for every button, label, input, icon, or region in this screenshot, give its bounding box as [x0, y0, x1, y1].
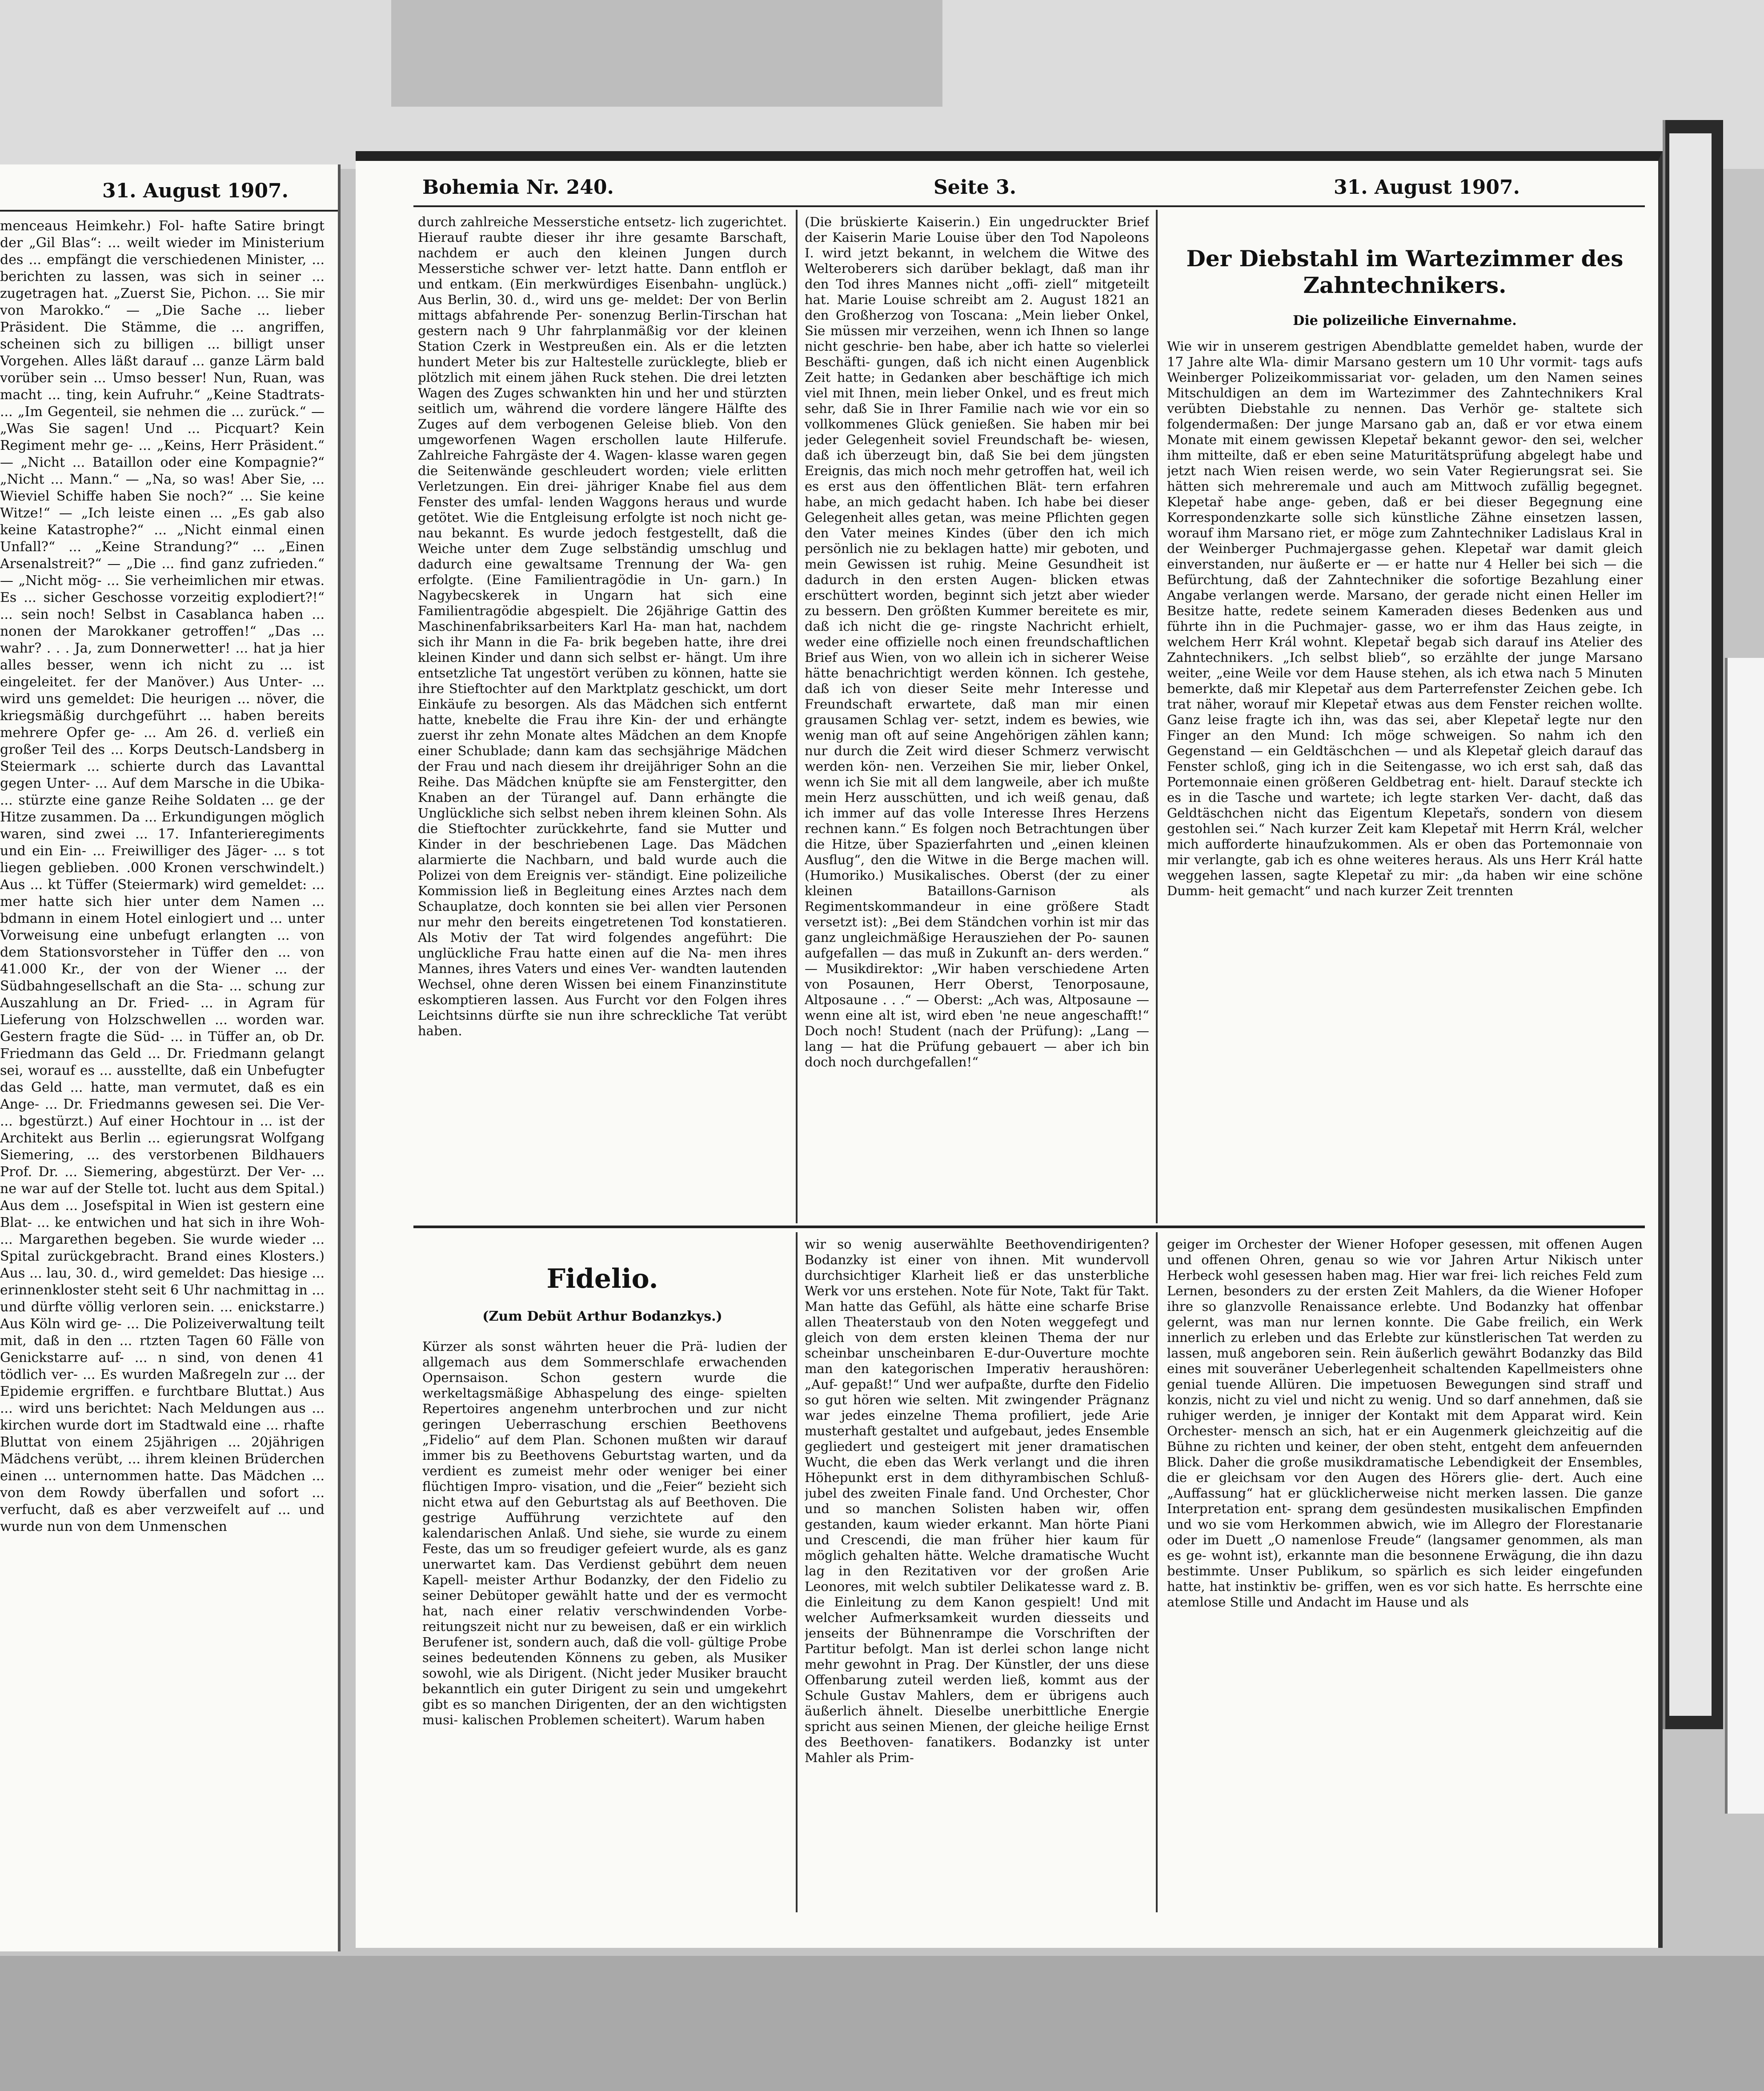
column-1-news: durch zahlreiche Messerstiche entsetz- lich zugerichtet. Hierauf raubte dieser ihr ihre gesamte Barschaft, nachdem er auch den kleinen Jungen durch Messerstiche schwer ver- letzt hatte. Dann entfloh er und entkam. (Ein merkwürdiges Eisenbahn- unglück.) Aus Berlin, 30. d., wird uns ge- meldet: Der von Berlin mittags abfahrende Per- sonenzug Berlin-Tirschan hat gestern nach 9 Uhr fahrplanmäßig vor der kleinen Station Czerk in Westpreußen ein. Als er die letzten hundert Meter bis zur Haltestelle zurücklegte, blieb er plötzlich mit einem jähen Ruck stehen. Die drei letzten Wagen des Zuges schwankten hin und her und stürzten seitlich um, während die vordere längere Hälfte des Zuges auf dem verbogenen Geleise blieb. Von den umgeworfenen Wagen erschollen laute Hilferufe. Zahlreiche Fahrgäste der 4. Wagen- klasse waren gegen die Seitenwände geschleudert worden; viele erlitten Verletzungen. Ein drei- jähriger Knabe fiel aus dem Fenster des umfal- lenden Waggons heraus und wurde getötet. Wie die Entgleisung erfolgte ist noch nicht ge- nau bekannt. Es wurde jedoch festgestellt, daß die Weiche unter dem Zuge selbständig umschlug und dadurch eine gewaltsame Trennung der Wa- gen erfolgte. (Eine Familientragödie in Un- garn.) In Nagybecskerek in Ungarn hat sich eine Familientragödie abgespielt. Die 26jährige Gattin des Maschinenfabriksarbeiters Karl Ha- man hat, nachdem sich ihr Mann in die Fa- brik begeben hatte, ihre drei kleinen Kinder und dann sich selbst er- hängt. Um ihre entsetzliche Tat ungestört verüben zu können, hatte sie ihre Stieftochter auf den Marktplatz geschickt, um dort Einkäufe zu besorgen. Als das Mädchen sich entfernt hatte, knebelte die Frau ihre Kin- der und erhängte zuerst ihr zehn Monate altes Mädchen an dem Knopfe einer Schublade; dann kam das sechsjährige Mädchen der Frau und nach diesem ihr dreijähriger Sohn an die Reihe. Das Mädchen knüpfte sie am Fenstergitter, den Knaben an der Türangel auf. Dann erhängte die Unglückliche sich selbst neben ihrem kleinen Sohn. Als die Stieftochter zurückkehrte, fand sie Mutter und Kinder in der beschriebenen Lage. Das Mädchen alarmierte die Nachbarn, und bald wurde auch die Polizei von dem Ereignis ver- ständigt. Eine polizeiliche Kommission ließ in Begleitung eines Arztes nach dem Schauplatze, doch konnten sie bei allen vier Personen nur mehr den bereits eingetretenen Tod konstatieren. Als Motiv der Tat wird folgendes angeführt: Die unglückliche Frau hatte einen auf die Na- men ihres Mannes, ihres Vaters und eines Ver- wandten lautenden Wechsel, ohne deren Wissen bei einem Finanzinstitute eskomptieren lassen. Aus Furcht vor den Folgen ihres Leichtsinns dürfte sie nun ihre schreckliche Tat verübt haben. [418, 214, 787, 1038]
article-title-theft: Der Diebstahl im Wartezimmer des Zahntechnikers. [1186, 245, 1624, 298]
fidelio-separator [413, 1226, 1645, 1228]
fidelio-column-2: wir so wenig auserwählte Beethovendirigenten? Bodanzky ist einer von ihnen. Mit wundervoll durchsichtiger Klarheit ließ er das unsterbliche Werk vor uns erstehen. Note für Note, Takt für Takt. Man hatte das Gefühl, als hätte eine scharfe Brise allen Theaterstaub von den Noten weggefegt und gleich von dem ersten kleinen Thema der nur scheinbar unscheinbaren E-dur-Ouverture mochte man den kategorischen Imperativ heraushören: „Auf- gepaßt!“ Und wer aufpaßte, durfte den Fidelio so gut hören wie selten. Mit zwingender Prägnanz war jedes einzelne Thema profiliert, jede Arie musterhaft gestaltet und aufgebaut, jedes Ensemble gegliedert und gesteigert mit jener dramatischen Wucht, die eben das Werk verlangt und die ihren Höhepunkt erst in dem dithyrambischen Schluß- jubel des zweiten Finale fand. Und Orchester, Chor und so manchen Solisten haben wir, offen gestanden, kaum wieder erkannt. Man hörte Piani und Crescendi, die man früher hier kaum für möglich gehalten hätte. Welche dramatische Wucht lag in den Rezitativen vor der großen Arie Leonores, mit welch subtiler Delikatesse ward z. B. die Einleitung zu dem Kanon gespielt! Und mit welcher Aufmerksamkeit wurden diesseits und jenseits der Bühnenrampe die Vorschriften der Partitur befolgt. Man ist derlei schon lange nicht mehr gewohnt in Prag. Der Künstler, der uns diese Offenbarung zuteil werden ließ, kommt aus der Schule Gustav Mahlers, dem er übrigens auch äußerlich ähnelt. Dieselbe unerbittliche Energie spricht aus seinen Mienen, der gleiche heilige Ernst des Beethoven- fanatikers. Bodanzky ist unter Mahler als Prim- [805, 1237, 1149, 1765]
fidelio-subtitle: (Zum Debüt Arthur Bodanzkys.) [482, 1309, 722, 1324]
left-page-column: menceaus Heimkehr.) Fol- hafte Satire bringt der „Gil Blas“: ... weilt wieder im Ministerium des ... empfängt die verschiedenen Minister, ... berichten zu lassen, was sich in seiner ... zugetragen hat. „Zuerst Sie, Pichon. ... Sie mir von Marokko.“ — „Die Sache ... lieber Präsident. Die Stämme, die ... angriffen, scheinen sich zu billigen ... billigt unser Vorgehen. Alles läßt darauf ... ganze Lärm bald vorüber sein ... Umso besser! Nun, Ruan, was macht ... ting, kein Aufruhr.“ „Keine Stadtrats- ... „Im Gegenteil, sie nehmen die ... zurück.“ — „Was Sie sagen! Und ... Picquart? Kein Regiment mehr ge- ... „Keins, Herr Präsident.“ — „Nicht ... Bataillon oder eine Kompagnie?“ „Nicht ... Mann.“ — „Na, so was! Aber Sie, ... Wieviel Schiffe haben Sie noch?“ ... Sie keine Witze!“ — „Ich leiste einen ... „Es gab also keine Katastrophe?“ ... „Nicht einmal einen Unfall?“ ... „Keine Strandung?“ ... „Einen Arsenalstreit?“ — „Die ... find ganz zufrieden.“ — „Nicht mög- ... Sie verheimlichen mir etwas. Es ... sicher Geschosse vorzeitig explodiert?!“ ... sein noch! Selbst in Casablanca haben ... nonen der Marokkaner getroffen!“ „Das ... wahr? . . . Ja, zum Donnerwetter! ... hat ja hier alles besser, wenn ich nicht zu ... ist eingeleitet. fer der Manöver.) Aus Unter- ... wird uns gemeldet: Die heurigen ... növer, die kriegsmäßig durchgeführt ... haben bereits mehrere Opfer ge- ... Am 26. d. verließ ein großer Teil des ... Korps Deutsch-Landsberg in Steiermark ... schierte durch das Lavanttal gegen Unter- ... Auf dem Marsche in die Ubika- ... stürzte eine ganze Reihe Soldaten ... ge der Hitze zusammen. Da ... Erkundigungen möglich waren, sind zwei ... 17. Infanterieregiments und ein Ein- ... Freiwilliger des Jäger- ... s tot liegen geblieben. .000 Kronen verschwindelt.) Aus ... kt Tüffer (Steiermark) wird gemeldet: ... mer hatte sich hier unter dem Namen ... bdmann in einem Hotel einlogiert und ... unter Vorweisung eine unbefugt erlangten ... von dem Stationsvorsteher in Tüffer den ... von 41.000 Kr., der von der Wiener ... der Südbahngesellschaft an die Sta- ... schung zur Auszahlung an Dr. Fried- ... in Agram für Lieferung von Holzschwellen ... worden war. Gestern fragte die Süd- ... in Tüffer an, ob Dr. Friedmann das Geld ... Dr. Friedmann gelangt sei, worauf es ... ausstellte, daß ein Unbefugter das Geld ... hatte, man vermutet, daß es ein Ange- ... Dr. Friedmanns gewesen sei. Die Ver- ... bgestürzt.) Auf einer Hochtour in ... ist der Architekt aus Berlin ... egierungsrat Wolfgang Siemering, ... des verstorbenen Bildhauers Prof. Dr. ... Siemering, abgestürzt. Der Ver- ... ne war auf der Stelle tot. lucht aus dem Spital.) Aus dem ... Josefspital in Wien ist gestern eine Blat- ... ke entwichen und hat sich in ihre Woh- ... Margarethen begeben. Sie wurde wieder ... Spital zurückgebracht. Brand eines Klosters.) Aus ... lau, 30. d., wird gemeldet: Das hiesige ... erinnenkloster steht seit 6 Uhr nachmittag in ... und dürfte völlig verloren sein. ... enickstarre.) Aus Köln wird ge- ... Die Polizeiverwaltung teilt mit, daß in den ... rtzten Tagen 60 Fälle von Genickstarre auf- ... n sind, von denen 41 tödlich ver- ... Es wurden Maßregeln zur ... der Epidemie ergriffen. e furchtbare Bluttat.) Aus ... wird uns berichtet: Nach Meldungen aus ... kirchen wurde dort im Stadtwald eine ... rhafte Bluttat von einem 25jährigen ... 20jährigen Mädchens verübt, ... ihrem kleinen Brüderchen einen ... unternommen hatte. Das Mädchen ... von dem Rowdy überfallen und sofort ... verfucht, daß es aber verzweifelt auf ... und wurde nun von dem Unmenschen [0, 218, 325, 1534]
fidelio-column-3: geiger im Orchester der Wiener Hofoper gesessen, mit offenen Augen und offenen Ohren, genau so wie vor Jahren Artur Nikisch unter Herbeck wohl gesessen haben mag. Hier war frei- lich reiches Feld zum Lernen, besonders zu der ersten Zeit Mahlers, da die Wiener Hofoper ihre so glanzvolle Renaissance erlebte. Und Bodanzky hat offenbar gelernt, was man nur lernen konnte. Die Gabe freilich, ein Werk innerlich zu erleben und das Erlebte zur künstlerischen Tat werden zu lassen, muß angeboren sein. Rein äußerlich gewährt Bodanzky das Bild eines mit souveräner Ueberlegenheit schaltenden Kapellmeisters ohne genial tuende Allüren. Die impetuosen Bewegungen sind straff und konzis, nicht zu viel und nicht zu wenig. Und so darf annehmen, daß sie ruhiger werden, je inniger der Kontakt mit dem Apparat wird. Kein Orchester- mensch an sich, hat er ein Augenmerk gleichzeitig auf die Bühne zu richten und keiner, der oben steht, entgeht dem anfeuernden Blick. Daher die große musikdramatische Lebendigkeit der Ensembles, die er gleichsam vor den Augen des Hörers glie- dert. Auch eine „Auffassung“ hat er glücklicherweise nicht merken lassen. Die ganze Interpretation ent- sprang dem gesündesten musikalischen Empfinden und wo sie vom Herkommen abwich, wie im Allegro der Florestanarie oder im Duett „O namenlose Freude“ (langsamer genommen, als man es ge- wohnt ist), erkannte man die besonnene Erwägung, die ihn dazu bestimmte. Unser Publikum, so spärlich es sich leider eingefunden hatte, hat instinktiv be- griffen, wen es vor sich hatte. Es herrschte eine atemlose Stille und Andacht im Hause und als [1167, 1237, 1643, 1610]
page-date: 31. August 1907. [1334, 176, 1520, 199]
adjacent-sheet [1725, 658, 1764, 1814]
column-2-news: (Die brüskierte Kaiserin.) Ein ungedruckter Brief der Kaiserin Marie Louise über den Tod Napoleons I. wird jetzt bekannt, in welchem die Witwe des Welteroberers sich darüber beklagt, daß man ihr den Tod ihres Mannes nicht „offi- ziell“ mitgeteilt hat. Marie Louise schreibt am 2. August 1821 an den Großherzog von Toscana: „Mein lieber Onkel, Sie müssen mir verzeihen, wenn ich Ihnen so lange nicht geschrie- ben habe, aber ich hatte so vielerlei Beschäfti- gungen, daß ich nicht einen Augenblick Zeit hatte; in Gedanken aber beschäftige ich mich viel mit Ihnen, mein lieber Onkel, und es freut mich sehr, daß Sie in Ihrer Familie nach wie vor ein so vollkommenes Glück genießen. Sie haben mir bei jeder Gelegenheit soviel Freundschaft be- wiesen, daß ich überzeugt bin, daß Sie bei dem jüngsten Ereignis, das mich noch mehr getroffen hat, weil ich es erst aus den öffentlichen Blät- tern erfahren habe, an mich gedacht haben. Ich habe bei dieser Gelegenheit alles getan, was meine Pflichten gegen den Vater meines Kindes (über den ich mich persönlich nie zu beklagen hatte) mir geboten, und mein Gewissen ist ruhig. Meine Gesundheit ist dadurch in den ersten Augen- blicken etwas erschüttert worden, beginnt sich jetzt aber wieder zu bessern. Den größten Kummer bereitete es mir, daß ich nicht die ge- ringste Nachricht erhielt, weder eine offizielle noch einen freundschaftlichen Brief aus Wien, von wo allein ich in sicherer Weise hätte benachrichtigt werden können. Ich gestehe, daß ich von dieser Seite mehr Interesse und Freundschaft erwartete, daß man mir einen grausamen Schlag ver- setzt, indem es bewies, wie wenig man oft auf seine Angehörigen zählen kann; nur durch die Zeit wird dieser Schmerz verwischt werden kön- nen. Verzeihen Sie mir, lieber Onkel, wenn ich Sie mit all dem langweile, aber ich mußte mein Herz ausschütten, und ich weiß genau, daß ich immer auf das volle Interesse Ihres Herzens rechnen kann.“ Es folgen noch Betrachtungen über die Hitze, über Spazierfahrten und „einen kleinen Ausflug“, den die Witwe in die Berge machen will. (Humoriko.) Musikalisches. Oberst (der zu einer kleinen Bataillons-Garnison als Regimentskommandeur in eine größere Stadt versetzt ist): „Bei dem Ständchen vorhin ist mir das ganz ungleichmäßige Herausziehen der Po- saunen aufgefallen — das muß in Zukunft an- ders werden.“ — Musikdirektor: „Wir haben verschiedene Arten von Posaunen, Herr Oberst, Tenorposaune, Altposaune . . .“ — Oberst: „Ach was, Altposaune — wenn eine alt ist, wird eben 'ne neue angeschafft!“ Doch noch! Student (nach der Prüfung): „Lang — lang — hat die Prüfung gebauert — aber ich bin doch noch durchgefallen!“ [805, 214, 1149, 1070]
paper-name: Bohemia Nr. 240. [422, 176, 614, 199]
column-3-news: Wie wir in unserem gestrigen Abendblatte gemeldet haben, wurde der 17 Jahre alte Wla- dimir Marsano gestern um 10 Uhr vormit- tags aufs Weinberger Polizeikommissariat vor- geladen, um den Namen seines Mitschuldigen an dem im Wartezimmer des Zahntechnikers Kral verübten Diebstahle zu nennen. Das Verhör ge- staltete sich folgendermaßen: Der junge Marsano gab an, daß er vor etwa einem Monate mit einem gewissen Klepetař bekannt gewor- den sei, welcher ihm mitteilte, daß er eben seine Maturitätsprüfung abgelegt habe und jetzt nach Wien reisen werde, wo sein Vater Regierungsrat sei. Sie hätten sich mehreremale und auch am Mittwoch zufällig begegnet. Klepetař habe ange- geben, daß er bei dieser Begegnung eine Korrespondenzkarte solle sich künstliche Zähne einsetzen lassen, worauf ihm Marsano riet, er möge zum Zahntechniker Ladislaus Kral in der Weinberger Puchmajergasse gehen. Klepetař war damit gleich einverstanden, nur äußerte er — er hatte nur 4 Heller bei sich — die Befürchtung, daß der Zahntechniker die sofortige Bezahlung einer Angabe verlangen werde. Marsano, der gerade nicht einen Heller im Besitze hatte, redete seinem Kameraden dieses Bedenken aus und führte ihn in die Puchmajer- gasse, wo er ihm das Haus zeigte, in welchem Herr Král wohnt. Klepetař begab sich darauf ins Atelier des Zahntechnikers. „Ich selbst blieb“, so erzählte der junge Marsano weiter, „eine Weile vor dem Hause stehen, als ich etwa nach 5 Minuten bemerkte, daß mir Klepetař aus dem Parterrefenster Zeichen gebe. Ich trat näher, worauf mir Klepetař etwas aus dem Fenster reichen wollte. Ganz leise fragte ich ihn, was das sei, aber Klepetař legte nur den Finger an den Mund: Ich möge schweigen. So nahm ich den Gegenstand — ein Geldtäschchen — und als Klepetař gleich darauf das Fenster schloß, ging ich in die Seitengasse, wo ich erst sah, daß das Portemonnaie einen größeren Geldbetrag ent- hielt. Darauf steckte ich es in die Tasche und wartete; ich legte starken Ver- dacht, daß das Geldtäschchen nicht das Eigentum Klepetařs, sondern von diesem gestohlen sei.“ Nach kurzer Zeit kam Klepetař mit Herrn Král, welcher mich aufforderte hinaufzukommen. Als er oben das Portemonnaie von mir verlangte, gab ich es ohne weiteres heraus. Als uns Herr Král hatte weggehen lassen, sagte Klepetař zu mir: „da haben wir eine schöne Dumm- heit gemacht“ und nach kurzer Zeit trennten [1167, 339, 1643, 898]
fidelio-divider-2 [1156, 1232, 1158, 1912]
fidelio-title: Fidelio. [546, 1263, 658, 1294]
left-page-date: 31. August 1907. [102, 180, 289, 202]
left-newspaper-page [0, 164, 338, 1951]
binder-face [1669, 133, 1712, 1716]
header-rule [413, 205, 1645, 207]
column-divider-2 [1156, 210, 1158, 1223]
fidelio-divider-1 [796, 1232, 798, 1912]
desk-bottom [0, 1956, 1764, 2091]
column-divider-1 [796, 210, 798, 1223]
fidelio-column-1: Kürzer als sonst währten heuer die Prä- ludien der allgemach aus dem Sommerschlafe erwachenden Opernsaison. Schon gestern wurde die werkeltagsmäßige Abhaspelung des einge- spielten Repertoires angenehm unterbrochen und zur nicht geringen Ueberraschung erschien Beethovens „Fidelio“ auf dem Plan. Schonen mußten wir darauf immer bis zu Beethovens Geburtstag warten, und da verdient es zumeist mehr oder weniger bei einer flüchtigen Impro- visation, und die „Feier“ bezieht sich nicht etwa auf den Geburtstag als auf Beethoven. Die gestrige Aufführung verzichtete auf den kalendarischen Anlaß. Und siehe, sie wurde zu einem Feste, das um so freudiger gefeiert wurde, als es ganz unerwartet kam. Das Verdienst gebührt dem neuen Kapell- meister Arthur Bodanzky, der den Fidelio zu seiner Debütoper gewählt hatte und der es vermocht hat, nach einer relativ verschwindenden Vorbe- reitungszeit nicht nur zu beweisen, daß er ein wirklich Berufener ist, sondern auch, daß die voll- gültige Probe seines bedeutenden Könnens zu geben, als Musiker sowohl, wie als Dirigent. (Nicht jeder Musiker braucht bekanntlich ein guter Dirigent zu sein und umgekehrt gibt es so manchen Dirigenten, der an den wichtigsten musi- kalischen Problemen scheitert). Warum haben [422, 1339, 787, 1727]
left-header-rule [0, 210, 338, 212]
main-newspaper-page [356, 151, 1663, 1948]
background-block [391, 0, 942, 107]
article-subtitle-theft: Die polizeiliche Einvernahme. [1293, 313, 1517, 328]
page-number: Seite 3. [934, 176, 1017, 199]
